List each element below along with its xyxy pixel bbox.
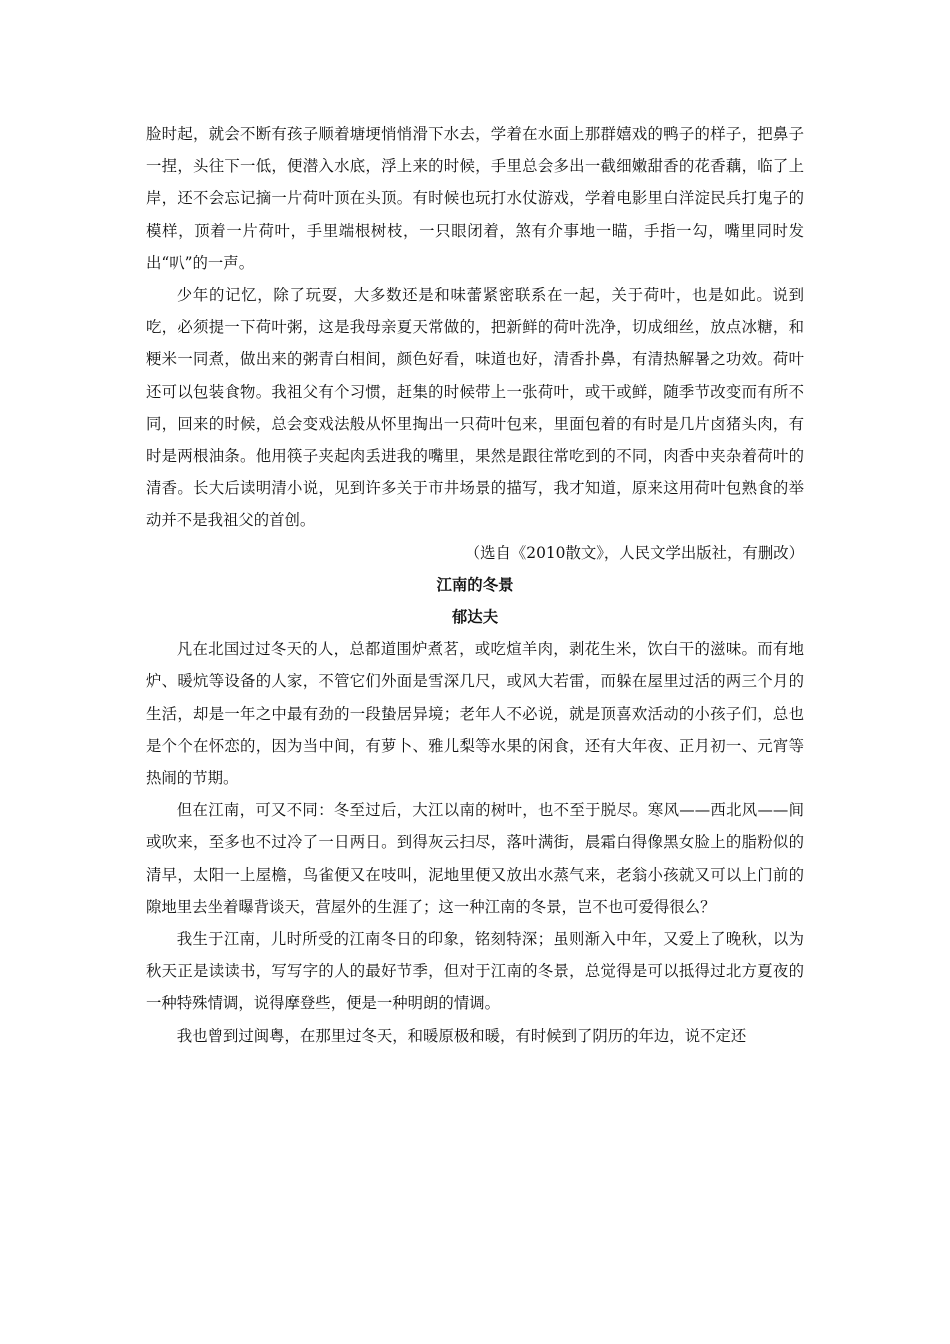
- essay2-author: 郁达夫: [451, 608, 499, 627]
- essay1-paragraph: 脸时起，就会不断有孩子顺着塘埂悄悄滑下水去，学着在水面上那群嬉戏的鸭子的样子，把鼻子一捏，头往下一低，便潜入水底，浮上来的时候，手里总会多出一截细嫩甜香的花香藕，临了上岸，还不会忘记摘一片荷叶顶在头顶。有时候也玩打水仗游戏，学着电影里白洋淀民兵打鬼子的模样，顶着一片荷叶，手里端根树枝，一只眼闭着，煞有介事地一瞄，手指一勾，嘴里同时发出“叭”的一声。: [146, 125, 804, 272]
- essay2-paragraph: 凡在北国过过冬天的人，总都道围炉煮茗，或吃煊羊肉，剥花生米，饮白干的滋味。而有地炉、暖炕等设备的人家，不管它们外面是雪深几尺，或风大若雷，而躲在屋里过活的两三个月的生活，却是一年之中最有劲的一段蛰居异境；老年人不必说，就是顶喜欢活动的小孩子们，总也是个个在怀恋的，因为当中间，有萝卜、雅儿梨等水果的闲食，还有大年夜、正月初一、元宵等热闹的节期。: [146, 640, 804, 788]
- essay2-paragraph: 但在江南，可又不同：冬至过后，大江以南的树叶，也不至于脱尽。寒风——西北风——间或吹来，至多也不过冷了一日两日。到得灰云扫尽，落叶满街，晨霜白得像黑女脸上的脂粉似的清早，太阳一上屋檐，鸟雀便又在吱叫，泥地里便又放出水蒸气来，老翁小孩就又可以上门前的隙地里去坐着曝背谈天，营屋外的生涯了；这一种江南的冬景，岂不也可爱得很么？: [146, 801, 804, 916]
- essay2-paragraph: 我也曾到过闽粤，在那里过冬天，和暖原极和暖，有时候到了阴历的年边，说不定还: [176, 1026, 747, 1045]
- document-page: [146, 118, 804, 1052]
- essay1-source-note: （选自《2010散文》，人民文学出版社，有删改）: [464, 543, 804, 562]
- essay1-paragraph: 少年的记忆，除了玩耍，大多数还是和味蕾紧密联系在一起，关于荷叶，也是如此。说到吃，必须提一下荷叶粥，这是我母亲夏天常做的，把新鲜的荷叶洗净，切成细丝，放点冰糖，和粳米一同煮，做出来的粥青白相间，颜色好看，味道也好，清香扑鼻，有清热解暑之功效。荷叶还可以包装食物。我祖父有个习惯，赶集的时候带上一张荷叶，或干或鲜，随季节改变而有所不同，回来的时候，总会变戏法般从怀里掏出一只荷叶包来，里面包着的有时是几片卤猪头肉，有时是两根油条。他用筷子夹起肉丢进我的嘴里，果然是跟往常吃到的不同，肉香中夹杂着荷叶的清香。长大后读明清小说，见到许多关于市井场景的描写，我才知道，原来这用荷叶包熟食的举动并不是我祖父的首创。: [146, 286, 804, 530]
- essay2-title: 江南的冬景: [436, 575, 514, 594]
- essay2-paragraph: 我生于江南，儿时所受的江南冬日的印象，铭刻特深；虽则渐入中年，又爱上了晚秋，以为秋天正是读读书，写写字的人的最好节季，但对于江南的冬景，总觉得是可以抵得过北方夏夜的一种特殊情调，说得摩登些，便是一种明朗的情调。: [146, 930, 804, 1013]
